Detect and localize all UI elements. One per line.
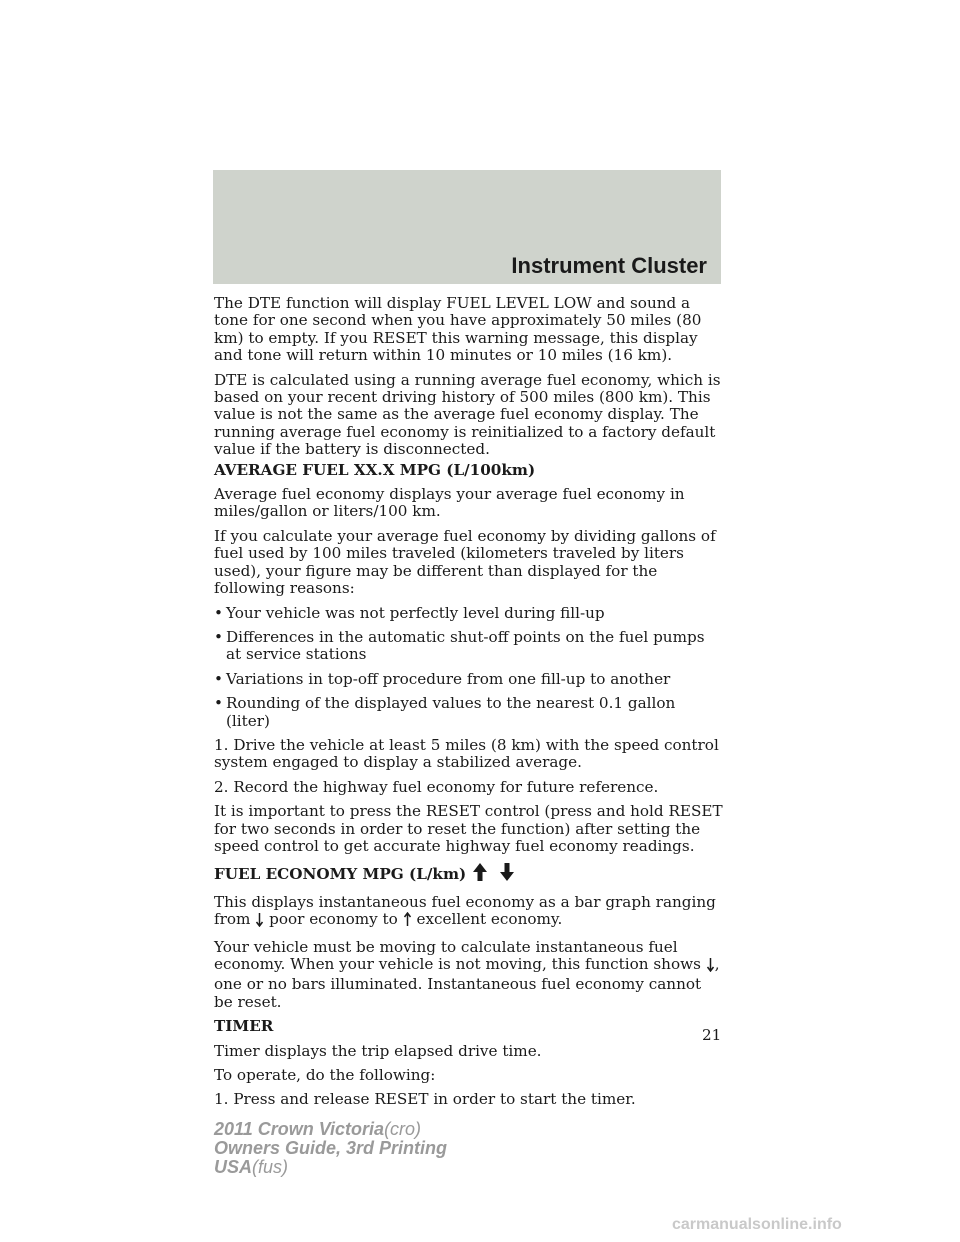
footer-line-2: [214, 1139, 447, 1158]
list-item: [214, 671, 724, 688]
small-arrow-up-icon: [403, 912, 412, 931]
list-item: [214, 605, 724, 622]
bullet-text: Variations in top-off procedure from one fill-up to another: [226, 669, 671, 688]
footer-line-1: [214, 1120, 447, 1139]
paragraph-average-fuel: Average fuel economy displays your average fuel economy in miles/gallon or liters/100 km.: [214, 485, 685, 521]
bullet-dot: •: [214, 627, 223, 646]
bar-graph-text-a: This displays instantaneous fuel economy as a bar graph ranging from: [214, 892, 716, 929]
not-moving-text-b: , one or no bars illuminated. Instantaneous fuel economy cannot be reset.: [214, 955, 720, 1011]
list-item: [214, 629, 724, 664]
footer-line-3: [214, 1158, 447, 1177]
bullet-dot: •: [214, 694, 223, 713]
footer-market: USA: [214, 1157, 253, 1177]
page-content: [214, 295, 724, 1116]
list-item: [214, 695, 724, 730]
footer: [214, 1120, 447, 1177]
paragraph-dte-warning: The DTE function will display FUEL LEVEL LOW and sound a tone for one second when you have approximately 50 miles (80 km) to empty. If you RESET this warning message, this display and tone will return within 10 minutes or 10 miles (16 km).: [214, 294, 702, 365]
heading-average-fuel: AVERAGE FUEL XX.X MPG (L/100km): [214, 460, 536, 479]
bullet-dot: •: [214, 603, 223, 622]
heading-timer: TIMER: [214, 1017, 274, 1036]
paragraph-reset-note: It is important to press the RESET control (press and hold RESET for two seconds in order to reset the function) after setting the speed control to get accurate highway fuel economy readings.: [214, 802, 723, 855]
bar-graph-text-c: excellent economy.: [416, 910, 563, 929]
section-header-band: [213, 170, 721, 284]
small-arrow-down-icon: [255, 912, 264, 931]
bullet-text: Rounding of the displayed values to the nearest 0.1 gallon (liter): [226, 694, 676, 730]
paragraph-calculate: If you calculate your average fuel economy by dividing gallons of fuel used by 100 miles traveled (kilometers traveled by liters used), your figure may be different than displayed for the following reasons:: [214, 526, 716, 598]
heading-fuel-economy-text: FUEL ECONOMY MPG (L/km): [214, 865, 467, 884]
footer-model: 2011 Crown Victoria: [214, 1119, 385, 1139]
bar-graph-text-b: poor economy to: [269, 910, 398, 929]
paragraph-timer: Timer displays the trip elapsed drive time.: [214, 1041, 542, 1060]
heading-fuel-economy: [214, 862, 724, 886]
paragraph-bar-graph: [214, 894, 724, 932]
footer-market-code: (fus): [252, 1157, 289, 1177]
paragraph-not-moving: [214, 939, 724, 1012]
bullet-text: Your vehicle was not perfectly level during fill-up: [226, 603, 605, 622]
arrow-down-icon: [499, 862, 515, 886]
paragraph-step-2: 2. Record the highway fuel economy for future reference.: [214, 777, 659, 796]
footer-model-code: (cro): [384, 1119, 422, 1139]
bullet-text: Differences in the automatic shut-off points on the fuel pumps at service stations: [226, 627, 705, 664]
bullet-dot: •: [214, 669, 223, 688]
paragraph-dte-calculation: DTE is calculated using a running average fuel economy, which is based on your recent driving history of 500 miles (800 km). This value is not the same as the average fuel economy display. The running average fuel economy is reinitialized to a factory default value if the battery is disconnected.: [214, 370, 721, 459]
section-title: Instrument Cluster: [511, 253, 707, 278]
not-moving-text-a: Your vehicle must be moving to calculate instantaneous fuel economy. When your vehicle is not moving, this function shows: [214, 937, 701, 973]
paragraph-step-1: 1. Drive the vehicle at least 5 miles (8 km) with the speed control system engaged to display a stabilized average.: [214, 735, 719, 772]
small-arrow-down-icon: [706, 957, 715, 976]
watermark: carmanualsonline.info: [672, 1216, 842, 1233]
footer-edition: Owners Guide, 3rd Printing: [214, 1138, 448, 1158]
arrow-up-icon: [472, 862, 488, 886]
paragraph-timer-step-1: 1. Press and release RESET in order to start the timer.: [214, 1090, 636, 1109]
page-number: 21: [702, 1026, 722, 1044]
paragraph-operate: To operate, do the following:: [214, 1066, 436, 1085]
